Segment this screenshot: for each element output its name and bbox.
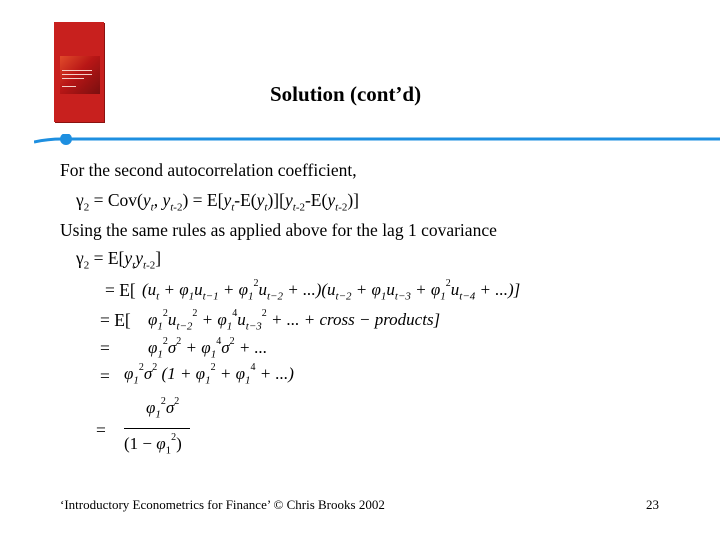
fraction-denominator: $(1 - \varphi_1^2)$ xyxy=(124,432,182,457)
gamma2-definition: $\gamma_2 = Cov(y_t$, $y_{t-2}) = E[y_t-E(y_t)][y_{t-2}-E(y_{t-2})]$ xyxy=(76,190,360,214)
equation-line-5-prefix: = xyxy=(96,420,106,440)
equation-line-3-prefix: = xyxy=(100,338,110,358)
cover-title-line xyxy=(62,70,92,71)
equation-line-1-prefix: = E[ xyxy=(105,280,136,300)
cover-author-line xyxy=(62,86,76,87)
fraction-bar xyxy=(124,428,190,429)
book-cover-image xyxy=(54,22,104,122)
divider-dot xyxy=(60,134,72,145)
equation-line-3: $\varphi_1^2\sigma^2 + \varphi_1^4\sigma^2$ + ... xyxy=(148,336,268,361)
equation-line-2: $\varphi_1^2u_{t-2}^2 + \varphi_1^4u_{t-3}^2$ + ... + cross − products] xyxy=(148,308,441,333)
equation-line-1: $(u_t + \varphi_1u_{t-1} + \varphi_1^2u_{t-2} + ...)(u_{t-2} + \varphi_1u_{t-3} + \varphi_1^2u_{t-4}$ + ...)] xyxy=(142,278,521,303)
equation-line-2-prefix: = E[ xyxy=(100,310,131,330)
slide-title: Solution (cont’d) xyxy=(270,82,422,106)
equation-line-4-prefix: = xyxy=(100,366,110,386)
gamma2-expectation: $\gamma_2 = E[y_ty_{t-2}]$ xyxy=(76,248,162,272)
book-cover-artwork xyxy=(60,56,100,94)
using-rules-text: Using the same rules as applied above for the lag 1 covariance xyxy=(60,220,497,240)
cover-title-line xyxy=(62,74,92,75)
cover-title-line xyxy=(62,78,84,79)
page-number: 23 xyxy=(646,497,659,512)
intro-text: For the second autocorrelation coefficient, xyxy=(60,160,357,180)
equation-line-4: $\varphi_1^2\sigma^2$ ($1 + \varphi_1^2 + \varphi_1^4$ + ...) xyxy=(124,362,294,387)
title-divider xyxy=(34,134,720,150)
fraction-numerator: $\varphi_1^2\sigma^2$ xyxy=(146,396,180,421)
footer-citation: ‘Introductory Econometrics for Finance’ © Chris Brooks 2002 xyxy=(60,497,385,512)
